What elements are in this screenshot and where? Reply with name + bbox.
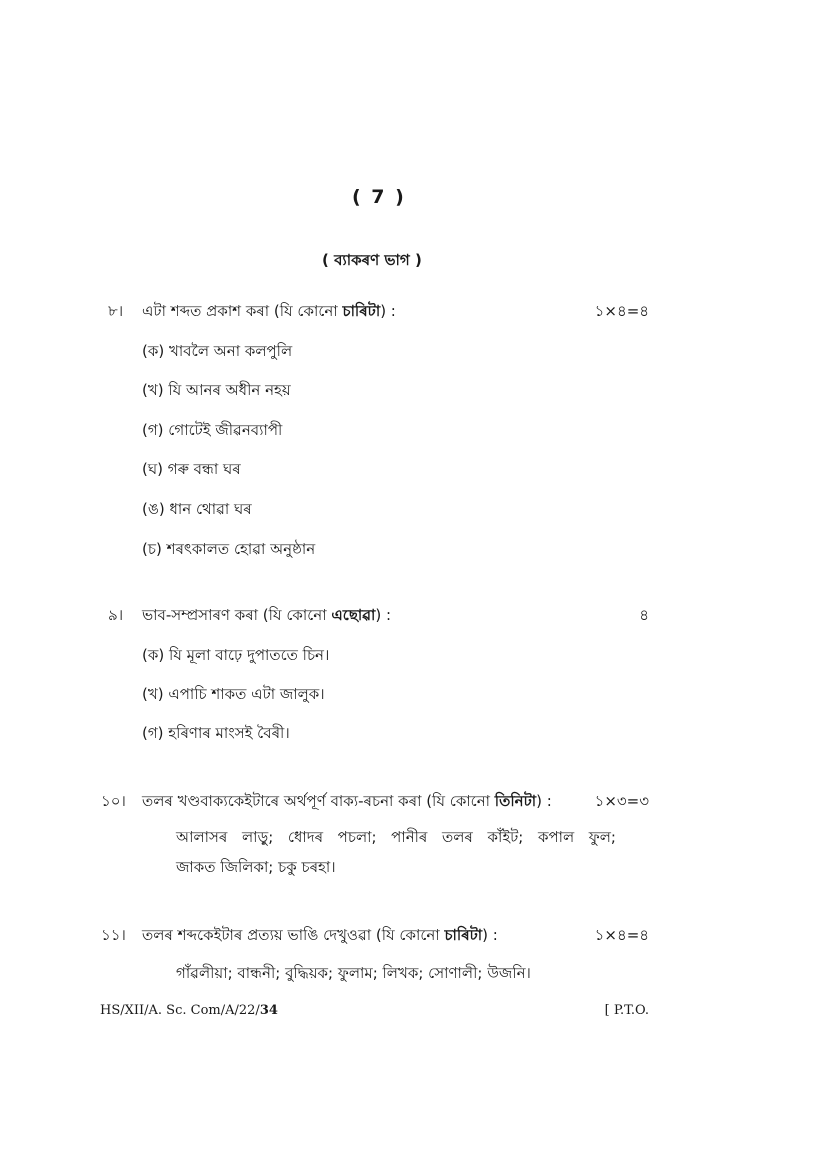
q8-item: (ক) খাবলৈ অনা কলপুলি: [142, 342, 293, 360]
q8-item: (ঙ) ধান থোৱা ঘৰ: [142, 500, 252, 518]
q9-item: (খ) এপাচি শাকত এটা জালুক।: [142, 685, 325, 703]
q10-number: ১০।: [101, 792, 126, 810]
q9-item: (গ) হৰিণাৰ মাংসই বৈৰী।: [142, 724, 290, 742]
q8-number: ৮।: [108, 302, 124, 320]
q8-item: (খ) যি আনৰ অধীন নহয়: [142, 381, 291, 399]
q8-question: এটা শব্দত প্ৰকাশ কৰা (যি কোনো চাৰিটা) :: [142, 302, 396, 320]
q9-marks: ৪: [639, 606, 649, 624]
section-title: ( ব্যাকৰণ ভাগ ): [322, 251, 422, 269]
q8-item: (গ) গোটেই জীৱনব্যাপী: [142, 421, 283, 439]
q10-phrases-line1: আলাসৰ লাড়ু; ধোদৰ পচলা; পানীৰ তলৰ কাঁইট; কপাল ফুল;: [176, 828, 616, 846]
q11-marks: ১×৪=৪: [594, 926, 649, 944]
pto-marker: [ P.T.O.: [604, 1003, 649, 1018]
q9-item: (ক) যি মূলা বাঢ়ে দুপাততে চিন।: [142, 646, 330, 664]
q10-phrases: [176, 822, 616, 882]
q9-number: ৯।: [108, 606, 124, 624]
q8-marks: ১×৪=৪: [594, 302, 649, 320]
q11-words: গাঁৱলীয়া; বান্ধনী; বুদ্ধিয়ক; ফুলাম; লিখক; সোণালী; উজনি।: [176, 964, 531, 982]
q10-phrases-line2: জাকত জিলিকা; চকু চৰহা।: [176, 858, 336, 876]
q10-question: তলৰ খণ্ডবাক্যকেইটাৰে অৰ্থপূৰ্ণ বাক্য-ৰচনা কৰা (যি কোনো তিনিটা) :: [142, 792, 552, 810]
q11-question: তলৰ শব্দকেইটাৰ প্ৰত্যয় ভাঙি দেখুওৱা (যি কোনো চাৰিটা) :: [142, 926, 498, 944]
q10-marks: ১×৩=৩: [594, 792, 649, 810]
q9-question: ভাব-সম্প্ৰসাৰণ কৰা (যি কোনো এছোৱা) :: [142, 606, 392, 624]
q8-item: (চ) শৰৎকালত হোৱা অনুষ্ঠান: [142, 540, 316, 558]
paper-code: HS/XII/A. Sc. Com/A/22/34: [100, 1003, 278, 1018]
q11-number: ১১।: [101, 926, 126, 944]
page-number: ( 7 ): [352, 186, 406, 208]
q8-item: (ঘ) গৰু বন্ধা ঘৰ: [142, 460, 241, 478]
